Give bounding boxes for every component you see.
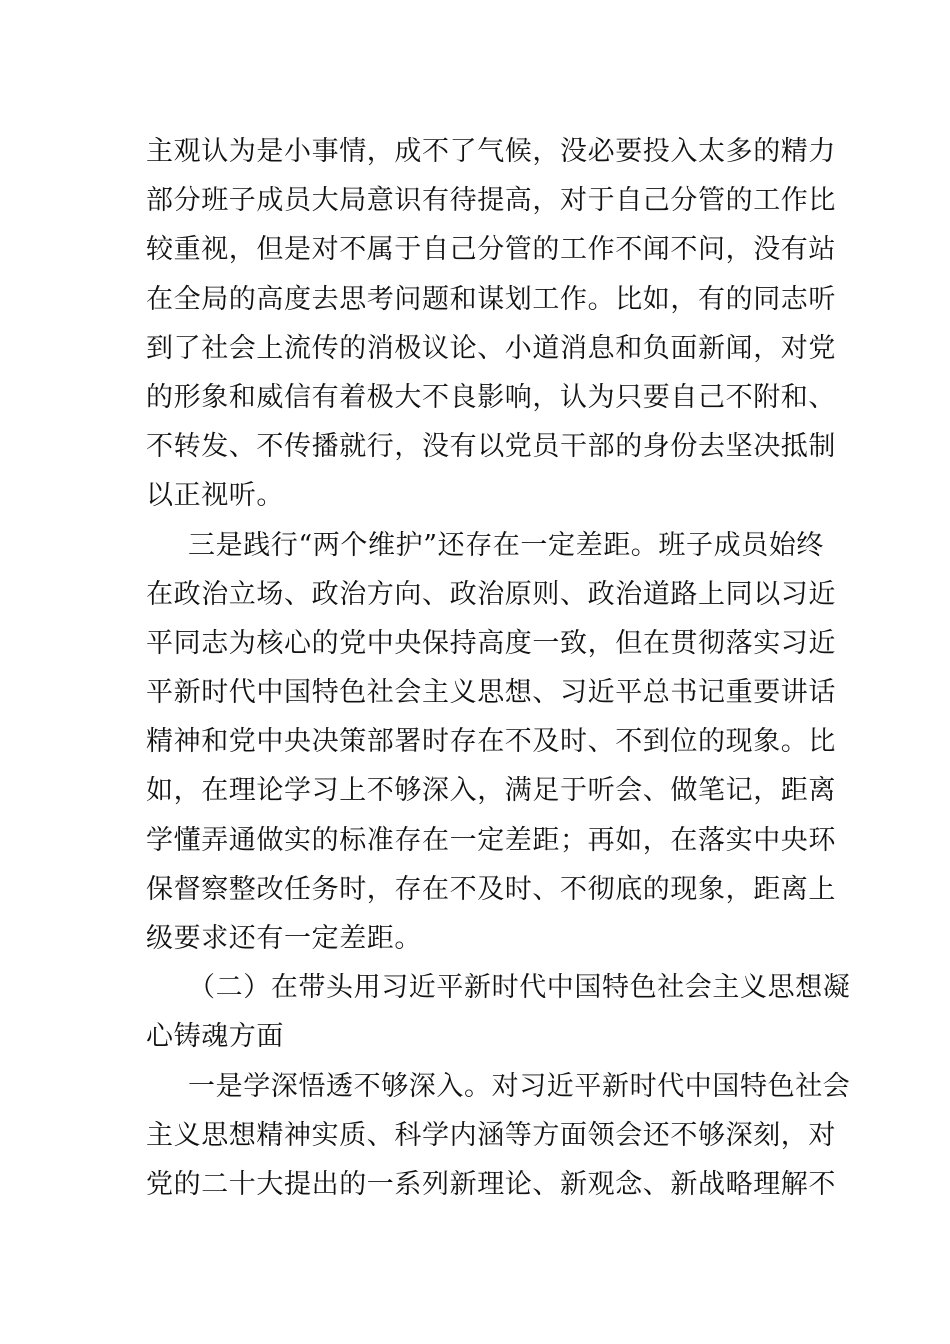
text-line: 到了社会上流传的消极议论、小道消息和负面新闻，对党 <box>146 332 836 364</box>
text-line: 的形象和威信有着极大不良影响，认为只要自己不附和、 <box>146 381 836 413</box>
paragraph-start-line: 三是践行“两个维护”还存在一定差距。班子成员始终 <box>188 529 825 561</box>
text-line: 平新时代中国特色社会主义思想、习近平总书记重要讲话 <box>146 677 836 709</box>
text-line: 平同志为核心的党中央保持高度一致，但在贯彻落实习近 <box>146 627 836 659</box>
paragraph-start-line: 一是学深悟透不够深入。对习近平新时代中国特色社会 <box>188 1070 851 1102</box>
text-line: 精神和党中央决策部署时存在不及时、不到位的现象。比 <box>146 726 836 758</box>
text-line: 在政治立场、政治方向、政治原则、政治道路上同以习近 <box>146 578 836 610</box>
text-line: 级要求还有一定差距。 <box>146 923 422 954</box>
document-body <box>146 127 851 1209</box>
text-line: 党的二十大提出的一系列新理论、新观念、新战略理解不 <box>146 1168 836 1200</box>
text-line: 主义思想精神实质、科学内涵等方面领会还不够深刻，对 <box>146 1119 836 1151</box>
text-line: 如，在理论学习上不够深入，满足于听会、做笔记，距离 <box>146 775 836 807</box>
text-line: 不转发、不传播就行，没有以党员干部的身份去坚决抵制 <box>146 431 836 463</box>
text-line: 学懂弄通做实的标准存在一定差距；再如，在落实中央环 <box>146 824 836 856</box>
section-heading-line: 心铸魂方面 <box>146 1021 284 1053</box>
text-line: 在全局的高度去思考问题和谋划工作。比如，有的同志听 <box>146 283 836 315</box>
text-line: 部分班子成员大局意识有待提高，对于自己分管的工作比 <box>146 185 836 217</box>
text-line: 保督察整改任务时，存在不及时、不彻底的现象，距离上 <box>146 873 836 905</box>
text-line: 主观认为是小事情，成不了气候，没必要投入太多的精力 <box>146 136 836 167</box>
text-line: 较重视，但是对不属于自己分管的工作不闻不问，没有站 <box>146 234 836 266</box>
section-heading-line: （二）在带头用习近平新时代中国特色社会主义思想凝 <box>188 972 851 1004</box>
text-line: 以正视听。 <box>146 480 284 512</box>
